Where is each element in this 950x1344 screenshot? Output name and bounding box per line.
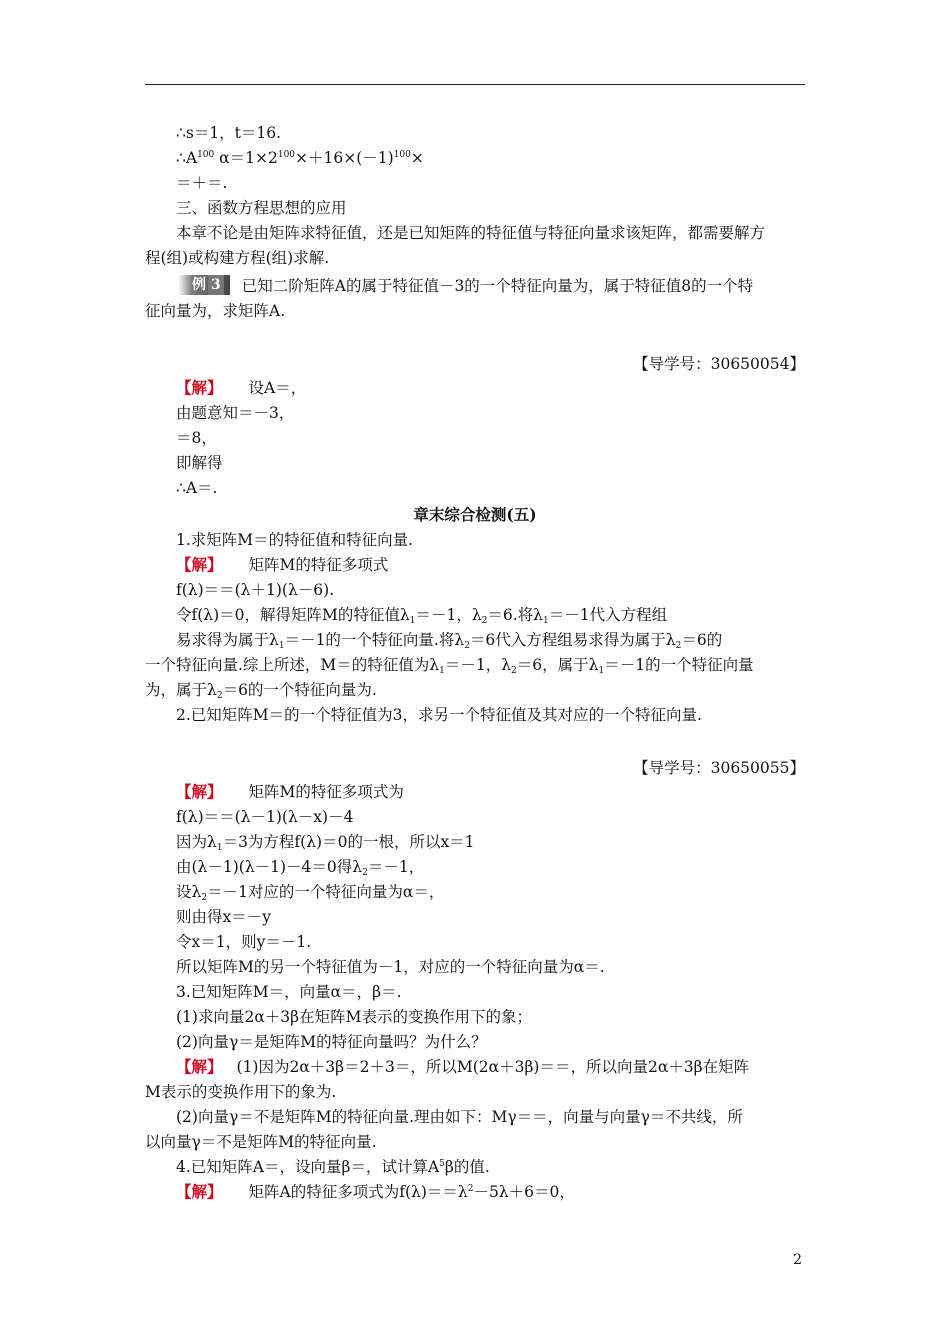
solution-line: 【解】 矩阵M的特征多项式为: [176, 782, 404, 801]
text-line: 易求得为属于$\lambda_1=-1$的一个特征向量.将$\lambda_2=6$代入方程组易求得为属于$\lambda_2=6$的: [176, 631, 723, 651]
section-title: 章末综合检测(五): [413, 505, 537, 524]
header-rule: [145, 84, 805, 85]
text-line: ∴A＝.: [176, 479, 218, 497]
solution-line: 【解】 矩阵A的特征多项式为$f(\lambda)==\lambda^2-5\lambda+6=0$，: [176, 1182, 575, 1201]
page-number: 2: [793, 1252, 802, 1268]
text-line: 设$\lambda_2=-1$对应的一个特征向量为α＝，: [176, 883, 445, 903]
text-line: 一个特征向量.综上所述，M＝的特征值为$\lambda_1=-1$，$\lambda_2=6$，属于$\lambda_1=-1$的一个特征向量: [145, 656, 754, 676]
text-line: 令x＝1，则y＝－1.: [176, 933, 312, 951]
question-1: 1.求矩阵M＝的特征值和特征向量.: [176, 531, 414, 549]
text-line: 因为$\lambda_1=3$为方程f(λ)＝0的一根，所以x＝1: [176, 833, 475, 853]
text-line: 由题意知＝－3，: [176, 404, 295, 422]
text-line: ∴s＝1，t＝16.: [176, 124, 282, 142]
question-4: 4.已知矩阵A＝，设向量β＝，试计算$A^5\beta$的值.: [176, 1158, 490, 1176]
solution-label: 【解】: [176, 555, 223, 574]
text-line: (1)求向量2α＋3β在矩阵M表示的变换作用下的象；: [176, 1008, 532, 1026]
text-line: 所以矩阵M的另一个特征值为－1，对应的一个特征向量为α＝.: [176, 958, 605, 976]
solution-line: 【解】 设A＝，: [176, 378, 307, 397]
text-line: M表示的变换作用下的象为.: [145, 1083, 337, 1101]
text-line: $\therefore A^{100}$ $\alpha=1\times 2^{100}\times+16\times(-1)^{100}\times$: [176, 149, 424, 167]
solution-line: 【解】 矩阵M的特征多项式: [176, 555, 389, 574]
text-line: ＝8，: [176, 429, 217, 447]
text-line: 以向量γ＝不是矩阵M的特征向量.: [145, 1133, 377, 1151]
section-heading: 三、函数方程思想的应用: [176, 199, 347, 217]
solution-label: 【解】: [176, 1182, 223, 1201]
text-line: 为，属于$\lambda_2=6$的一个特征向量为.: [145, 681, 377, 701]
text-line: f(λ)＝＝(λ＋1)(λ－6).: [176, 581, 335, 599]
text-line: 即解得: [176, 454, 223, 472]
text-line: (2)向量γ＝不是矩阵M的特征向量.理由如下：Mγ＝＝，向量与向量γ＝不共线，所: [176, 1108, 743, 1126]
question-2: 2.已知矩阵M＝的一个特征值为3，求另一个特征值及其对应的一个特征向量.: [176, 706, 702, 724]
solution-label: 【解】: [176, 378, 223, 397]
question-3: 3.已知矩阵M＝，向量α＝，β＝.: [176, 983, 402, 1001]
example-line: 例 3 已知二阶矩阵A的属于特征值－3的一个特征向量为，属于特征值8的一个特: [176, 276, 753, 297]
text-line: ＝＋＝.: [176, 174, 228, 192]
text-line: 由(λ－1)(λ－1)－4＝0得$\lambda_2=-1$，: [176, 858, 425, 878]
text-line: 程(组)或构建方程(组)求解.: [145, 249, 330, 267]
guide-number: 【导学号：30650055】: [633, 759, 805, 777]
text-line: 令f(λ)＝0，解得矩阵M的特征值$\lambda_1=-1$，$\lambda_2=6$.将$\lambda_1=-1$代入方程组: [176, 606, 668, 626]
text-line: 征向量为，求矩阵A.: [145, 302, 286, 320]
text-line: (2)向量γ＝是矩阵M的特征向量吗？为什么？: [176, 1033, 487, 1051]
guide-number: 【导学号：30650054】: [633, 355, 805, 373]
solution-label: 【解】: [176, 1057, 223, 1076]
text-line: 本章不论是由矩阵求特征值，还是已知矩阵的特征值与特征向量求该矩阵，都需要解方: [176, 224, 766, 242]
text-line: f(λ)＝＝(λ－1)(λ－x)－4: [176, 808, 354, 826]
solution-label: 【解】: [176, 782, 223, 801]
solution-line: 【解】 (1)因为2α＋3β＝2＋3＝，所以M(2α＋3β)＝＝，所以向量2α＋3β在矩阵: [176, 1057, 750, 1076]
text-line: 则由得x＝－y: [176, 908, 271, 926]
example-badge: 例 3: [176, 275, 230, 295]
